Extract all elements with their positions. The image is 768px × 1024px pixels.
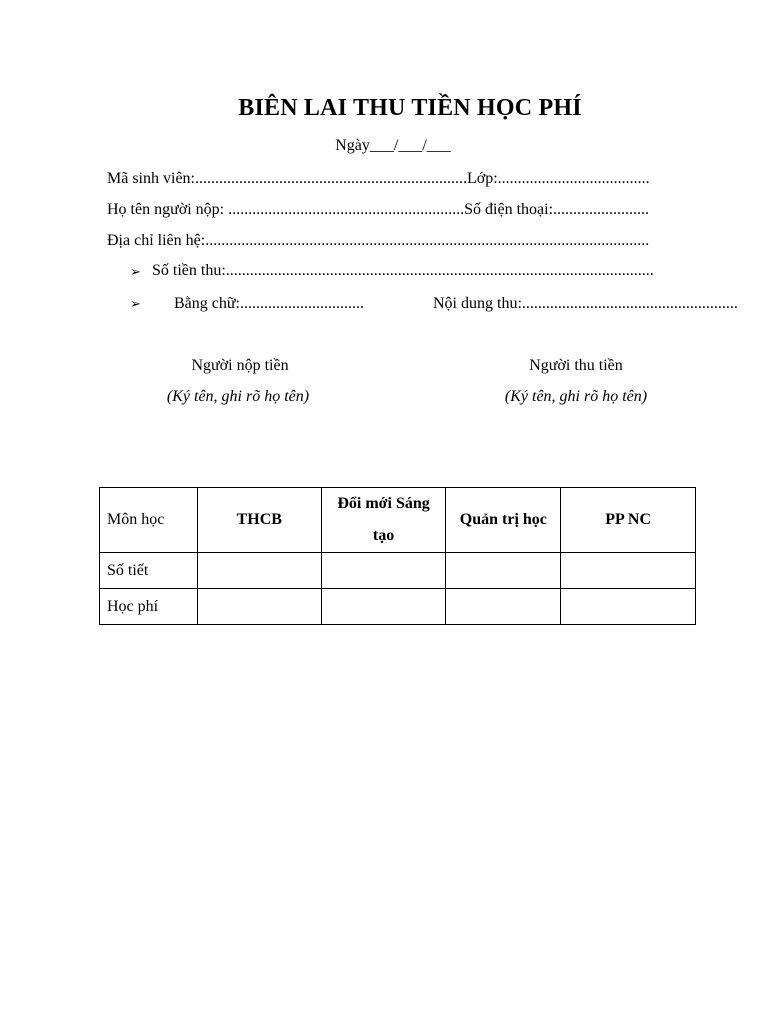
- table-cell: [321, 589, 446, 625]
- table-cell: [561, 589, 696, 625]
- amount-in-words-field: Bằng chữ:...............................: [174, 295, 364, 312]
- table-cell: [197, 589, 321, 625]
- table-row: [100, 553, 696, 589]
- receipt-title: BIÊN LAI THU TIỀN HỌC PHÍ: [238, 95, 582, 121]
- table-cell: [197, 553, 321, 589]
- table-header-cell: Quản trị học: [446, 488, 561, 553]
- arrow-bullet-icon: ➢: [130, 296, 141, 311]
- table-cell: [321, 553, 446, 589]
- table-cell: [561, 553, 696, 589]
- collector-signature-title: Người thu tiền: [529, 357, 623, 374]
- payment-content-field: Nội dung thu:......................................................: [433, 295, 738, 312]
- payer-signature-note: (Ký tên, ghi rõ họ tên): [166, 388, 310, 405]
- table-header-cell: THCB: [197, 488, 321, 553]
- tuition-table: [99, 487, 696, 625]
- table-header-cell: Đổi mới Sáng tạo: [321, 488, 446, 553]
- table-header-cell: PP NC: [561, 488, 696, 553]
- payer-signature-title: Người nộp tiền: [191, 357, 289, 374]
- row-label: Học phí: [100, 589, 198, 625]
- table-cell: [446, 589, 561, 625]
- amount-field: Số tiền thu:...........................................................................................................: [152, 262, 654, 279]
- address-field: Địa chỉ liên hệ:...............................................................................................................: [107, 232, 650, 249]
- row-label: Số tiết: [100, 553, 198, 589]
- table-cell: [446, 553, 561, 589]
- date-line: Ngày___/___/___: [335, 137, 451, 154]
- student-id-field: Mã sinh viên:....................................................................Lớp:......................................: [107, 170, 650, 187]
- table-header-subject: Môn học: [100, 488, 198, 553]
- payer-name-field: Họ tên người nộp: ...........................................................Số điện thoại:........................: [107, 201, 650, 218]
- table-header-row: [100, 488, 696, 553]
- arrow-bullet-icon: ➢: [130, 264, 141, 279]
- collector-signature-note: (Ký tên, ghi rõ họ tên): [504, 388, 648, 405]
- table-row: [100, 589, 696, 625]
